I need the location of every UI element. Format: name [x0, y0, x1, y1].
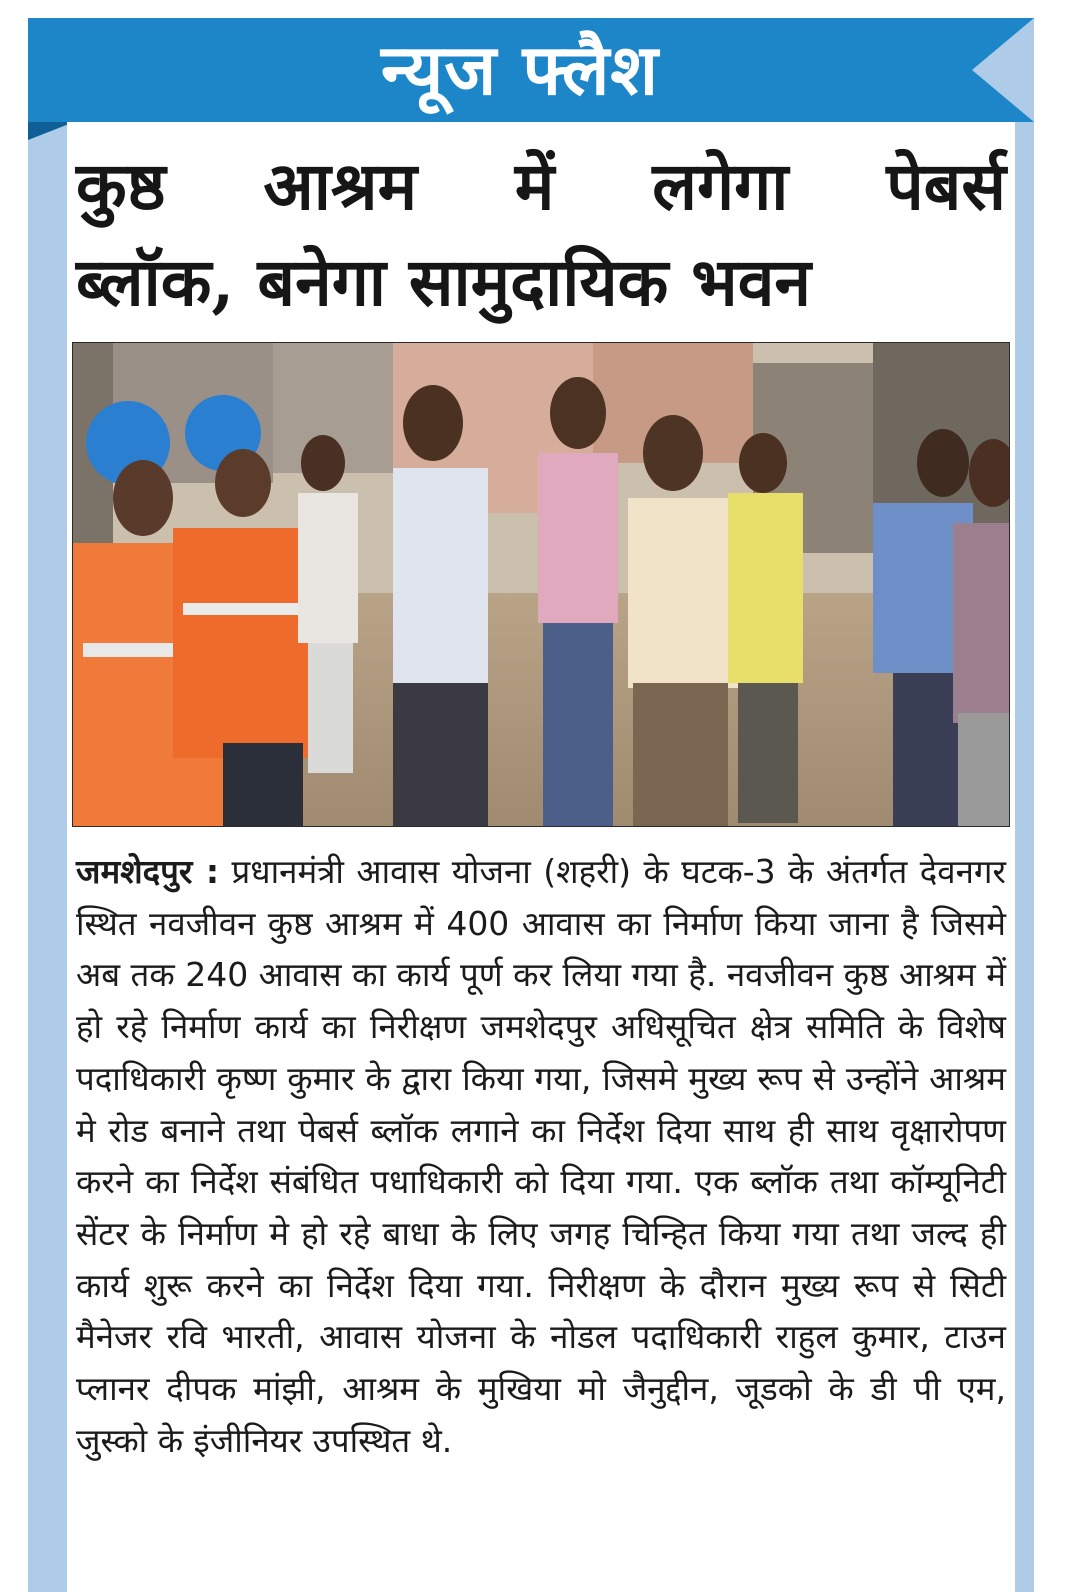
- group-photo-icon: [73, 343, 1009, 826]
- article-text: प्रधानमंत्री आवास योजना (शहरी) के घटक-3 के अंतर्गत देवनगर स्थित नवजीवन कुष्ठ आश्रम में 400 आवास का निर्माण किया जाना है जिसमे अब तक 240 आवास का कार्य पूर्ण कर लिया गया है. नवजीवन कुष्ठ आश्रम में हो रहे निर्माण कार्य का निरीक्षण जमशेदपुर अधिसूचित क्षेत्र समिति के विशेष पदाधिकारी कृष्ण कुमार के द्वारा किया गया, जिसमे मुख्य रूप से उन्होंने आश्रम मे रोड बनाने तथा पेबर्स ब्लॉक लगाने का निर्देश दिया साथ ही साथ वृक्षारोपण करने का निर्देश संबंधित पधाधिकारी को दिया गया. एक ब्लॉक तथा कॉम्यूनिटी सेंटर के निर्माण मे हो रहे बाधा के लिए जगह चिन्हित किया गया तथा जल्द ही कार्य शुरू करने का निर्देश दिया गया. निरीक्षण के दौरान मुख्य रूप से सिटी मैनेजर रवि भारती, आवास योजना के नोडल पदाधिकारी राहुल कुमार, टाउन प्लानर दीपक मांझी, आश्रम के मुखिया मो जैनुद्दीन, जूडको के डी पी एम, जुस्को के इंजीनियर उपस्थित थे.: [76, 852, 1006, 1460]
- headline-line-1: कुष्ठ आश्रम में लगेगा पेबर्स: [76, 147, 1006, 225]
- banner-title: न्यूज फ्लैश: [381, 29, 659, 111]
- dateline: जमशेदपुर :: [76, 852, 220, 891]
- article-body: [76, 846, 1006, 1466]
- banner-notch: [972, 18, 1034, 122]
- headline: [76, 138, 1006, 330]
- news-photo: [72, 342, 1010, 827]
- headline-line-2: ब्लॉक, बनेगा सामुदायिक भवन: [76, 243, 812, 321]
